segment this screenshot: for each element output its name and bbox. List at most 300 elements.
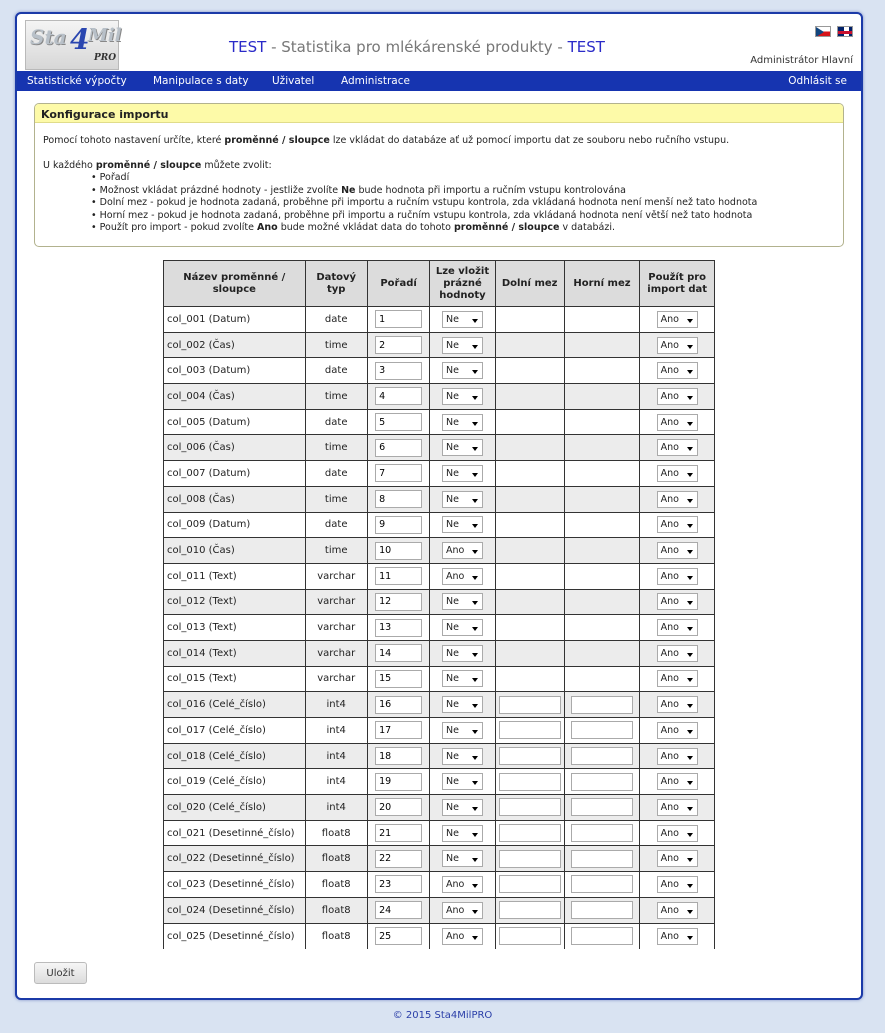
cell-lower (495, 486, 564, 512)
cell-order (367, 486, 430, 512)
cell-name: col_023 (Desetinné_číslo) (164, 872, 306, 898)
use-select[interactable] (657, 825, 698, 842)
use-select-value: Ano (660, 801, 679, 813)
cell-use (640, 358, 715, 384)
use-select[interactable] (657, 876, 698, 893)
cell-order (367, 615, 430, 641)
cell-use (640, 538, 715, 564)
cell-use (640, 846, 715, 872)
upper-limit-input[interactable] (571, 696, 633, 714)
cell-type: int4 (305, 692, 367, 718)
empty-select[interactable] (442, 645, 483, 662)
cell-type: float8 (305, 923, 367, 949)
cell-empty (430, 846, 495, 872)
english-flag-icon[interactable] (837, 26, 853, 37)
use-select-value: Ano (660, 827, 679, 839)
cell-upper (564, 769, 640, 795)
empty-select[interactable] (442, 850, 483, 867)
use-select[interactable] (657, 773, 698, 790)
empty-select-value: Ne (445, 339, 459, 351)
cell-empty (430, 512, 495, 538)
upper-limit-input[interactable] (571, 773, 633, 791)
use-select-value: Ano (660, 519, 679, 531)
logo-text-4: 4 (70, 23, 90, 56)
empty-select-value: Ne (445, 673, 459, 685)
table-row (164, 307, 715, 333)
use-select[interactable] (657, 722, 698, 739)
empty-select[interactable] (442, 928, 483, 945)
cell-order (367, 872, 430, 898)
cell-empty (430, 358, 495, 384)
cell-use (640, 718, 715, 744)
chevron-down-icon (687, 756, 693, 760)
use-select[interactable] (657, 311, 698, 328)
use-select-value: Ano (660, 493, 679, 505)
use-select[interactable] (657, 619, 698, 636)
empty-select-value: Ne (445, 724, 459, 736)
cell-lower (495, 743, 564, 769)
empty-select-value: Ano (445, 904, 465, 916)
use-select[interactable] (657, 645, 698, 662)
order-input[interactable] (375, 901, 422, 919)
use-select-value: Ano (660, 750, 679, 762)
chevron-down-icon (472, 473, 478, 477)
chevron-down-icon (472, 678, 478, 682)
order-input[interactable] (375, 850, 422, 868)
lower-limit-input[interactable] (499, 927, 561, 945)
empty-select-value: Ne (445, 801, 459, 813)
use-select[interactable] (657, 902, 698, 919)
table-row (164, 846, 715, 872)
page-title (229, 38, 605, 56)
use-select[interactable] (657, 439, 698, 456)
order-input[interactable] (375, 413, 422, 431)
upper-limit-input[interactable] (571, 747, 633, 765)
info-body (35, 123, 843, 235)
empty-select[interactable] (442, 773, 483, 790)
cell-type: date (305, 409, 367, 435)
cell-type: int4 (305, 743, 367, 769)
use-select[interactable] (657, 491, 698, 508)
info-bullet: • Horní mez - pokud je hodnota zadaná, proběhne při importu a ručním vstupu kontrola, zda vkládaná hodnota není větší než tato hodnota (91, 210, 835, 223)
lower-limit-input[interactable] (499, 901, 561, 919)
cell-type: varchar (305, 615, 367, 641)
cell-lower (495, 718, 564, 744)
cell-upper (564, 307, 640, 333)
empty-select[interactable] (442, 670, 483, 687)
lower-limit-input[interactable] (499, 696, 561, 714)
empty-select[interactable] (442, 593, 483, 610)
chevron-down-icon (687, 730, 693, 734)
table-row (164, 743, 715, 769)
empty-select-value: Ne (445, 699, 459, 711)
cell-upper (564, 743, 640, 769)
cell-empty (430, 872, 495, 898)
cell-name: col_007 (Datum) (164, 461, 306, 487)
cell-name: col_012 (Text) (164, 589, 306, 615)
cell-lower (495, 846, 564, 872)
cell-upper (564, 615, 640, 641)
table-row (164, 692, 715, 718)
cell-type: varchar (305, 666, 367, 692)
cell-type: float8 (305, 820, 367, 846)
info-heading: Konfigurace importu (35, 104, 843, 123)
cell-empty (430, 384, 495, 410)
order-input[interactable] (375, 490, 422, 508)
info-bullet: • Dolní mez - pokud je hodnota zadaná, proběhne při importu a ručním vstupu kontrola, zda vkládaná hodnota není menší než tato hodnota (91, 197, 835, 210)
cell-lower (495, 692, 564, 718)
cell-type: time (305, 384, 367, 410)
cell-order (367, 435, 430, 461)
nav-item-user[interactable]: Uživatel (272, 75, 315, 87)
empty-select[interactable] (442, 311, 483, 328)
nav-item-statistics[interactable]: Statistické výpočty (27, 75, 127, 87)
use-select-value: Ano (660, 724, 679, 736)
cell-lower (495, 538, 564, 564)
cell-empty (430, 923, 495, 949)
order-input[interactable] (375, 464, 422, 482)
chevron-down-icon (472, 601, 478, 605)
order-input[interactable] (375, 516, 422, 534)
upper-limit-input[interactable] (571, 798, 633, 816)
use-select[interactable] (657, 362, 698, 379)
info-bullet: • Pořadí (91, 172, 835, 185)
col-header-lower: Dolní mez (495, 261, 564, 307)
cell-use (640, 332, 715, 358)
use-select[interactable] (657, 928, 698, 945)
empty-select[interactable] (442, 516, 483, 533)
use-select-value: Ano (660, 339, 679, 351)
chevron-down-icon (687, 910, 693, 914)
chevron-down-icon (687, 447, 693, 451)
chevron-down-icon (472, 422, 478, 426)
use-select[interactable] (657, 568, 698, 585)
empty-select[interactable] (442, 748, 483, 765)
info-strong: Ano (257, 222, 278, 233)
logo-text-sta: Sta (30, 25, 67, 49)
info-text: bude možné vkládat data do tohoto (277, 222, 454, 233)
use-select[interactable] (657, 850, 698, 867)
upper-limit-input[interactable] (571, 824, 633, 842)
table-row (164, 358, 715, 384)
cell-use (640, 563, 715, 589)
cell-name: col_021 (Desetinné_číslo) (164, 820, 306, 846)
empty-select-value: Ne (445, 390, 459, 402)
use-select-value: Ano (660, 596, 679, 608)
logo-text-mil: Mil (88, 25, 122, 46)
empty-select[interactable] (442, 439, 483, 456)
cell-type: int4 (305, 718, 367, 744)
use-select[interactable] (657, 388, 698, 405)
logo-text-pro: PRO (94, 53, 117, 63)
order-input[interactable] (375, 619, 422, 637)
use-select-value: Ano (660, 467, 679, 479)
czech-flag-icon[interactable] (815, 26, 831, 37)
cell-empty (430, 409, 495, 435)
cell-upper (564, 923, 640, 949)
chevron-down-icon (687, 936, 693, 940)
lower-limit-input[interactable] (499, 721, 561, 739)
cell-order (367, 666, 430, 692)
use-select[interactable] (657, 748, 698, 765)
cell-order (367, 538, 430, 564)
cell-use (640, 820, 715, 846)
chevron-down-icon (687, 550, 693, 554)
cell-upper (564, 718, 640, 744)
empty-select-value: Ne (445, 827, 459, 839)
use-select-value: Ano (660, 930, 679, 942)
order-input[interactable] (375, 362, 422, 380)
empty-select-value: Ne (445, 647, 459, 659)
cell-order (367, 409, 430, 435)
cell-lower (495, 435, 564, 461)
use-select-value: Ano (660, 647, 679, 659)
info-strong: proměnné / sloupce (95, 159, 202, 171)
order-input[interactable] (375, 773, 422, 791)
cell-upper (564, 820, 640, 846)
cell-use (640, 743, 715, 769)
nav-item-admin[interactable]: Administrace (341, 75, 410, 87)
table-row (164, 563, 715, 589)
use-select-value: Ano (660, 390, 679, 402)
upper-limit-input[interactable] (571, 901, 633, 919)
lower-limit-input[interactable] (499, 773, 561, 791)
order-input[interactable] (375, 696, 422, 714)
chevron-down-icon (687, 601, 693, 605)
info-box (34, 103, 844, 247)
cell-name: col_008 (Čas) (164, 486, 306, 512)
chevron-down-icon (687, 833, 693, 837)
cell-empty (430, 435, 495, 461)
upper-limit-input[interactable] (571, 721, 633, 739)
empty-select[interactable] (442, 696, 483, 713)
table-row (164, 923, 715, 949)
table-row (164, 897, 715, 923)
cell-order (367, 589, 430, 615)
empty-select[interactable] (442, 542, 483, 559)
cell-empty (430, 795, 495, 821)
empty-select-value: Ne (445, 442, 459, 454)
chevron-down-icon (472, 550, 478, 554)
cell-name: col_022 (Desetinné_číslo) (164, 846, 306, 872)
info-text: U každého (43, 159, 96, 171)
empty-select[interactable] (442, 362, 483, 379)
chevron-down-icon (687, 653, 693, 657)
empty-select-value: Ne (445, 467, 459, 479)
order-input[interactable] (375, 567, 422, 585)
cell-lower (495, 332, 564, 358)
lower-limit-input[interactable] (499, 747, 561, 765)
chevron-down-icon (472, 781, 478, 785)
order-input[interactable] (375, 824, 422, 842)
use-select[interactable] (657, 542, 698, 559)
empty-select[interactable] (442, 491, 483, 508)
use-select[interactable] (657, 593, 698, 610)
save-button[interactable]: Uložit (34, 962, 87, 984)
order-input[interactable] (375, 670, 422, 688)
order-input[interactable] (375, 542, 422, 560)
cell-order (367, 692, 430, 718)
chevron-down-icon (687, 370, 693, 374)
table-row (164, 409, 715, 435)
chevron-down-icon (687, 678, 693, 682)
info-bullet (91, 222, 835, 235)
use-select-value: Ano (660, 570, 679, 582)
table-row (164, 795, 715, 821)
empty-select[interactable] (442, 902, 483, 919)
chevron-down-icon (472, 858, 478, 862)
empty-select[interactable] (442, 414, 483, 431)
cell-order (367, 743, 430, 769)
cell-use (640, 384, 715, 410)
title-suffix: TEST (567, 38, 605, 56)
logout-link[interactable]: Odhlásit se (788, 75, 847, 87)
use-select-value: Ano (660, 545, 679, 557)
empty-select[interactable] (442, 388, 483, 405)
empty-select-value: Ne (445, 853, 459, 865)
upper-limit-input[interactable] (571, 927, 633, 945)
chevron-down-icon (472, 653, 478, 657)
cell-type: varchar (305, 589, 367, 615)
info-text: bude hodnota při importu a ručním vstupu kontrolována (355, 184, 626, 196)
cell-type: int4 (305, 795, 367, 821)
cell-use (640, 923, 715, 949)
chevron-down-icon (687, 524, 693, 528)
cell-use (640, 615, 715, 641)
footer: © 2015 Sta4MilPRO (392, 1010, 493, 1021)
nav-item-data[interactable]: Manipulace s daty (153, 75, 249, 87)
cell-lower (495, 563, 564, 589)
cell-name: col_018 (Celé_číslo) (164, 743, 306, 769)
order-input[interactable] (375, 387, 422, 405)
empty-select[interactable] (442, 465, 483, 482)
cell-name: col_016 (Celé_číslo) (164, 692, 306, 718)
col-header-order: Pořadí (367, 261, 430, 307)
cell-upper (564, 795, 640, 821)
empty-select[interactable] (442, 876, 483, 893)
use-select[interactable] (657, 465, 698, 482)
col-header-empty: Lze vložit prázné hodnoty (430, 261, 495, 307)
cell-name: col_020 (Celé_číslo) (164, 795, 306, 821)
chevron-down-icon (687, 576, 693, 580)
cell-empty (430, 615, 495, 641)
cell-type: time (305, 332, 367, 358)
order-input[interactable] (375, 747, 422, 765)
empty-select[interactable] (442, 619, 483, 636)
cell-name: col_010 (Čas) (164, 538, 306, 564)
use-select-value: Ano (660, 904, 679, 916)
cell-upper (564, 461, 640, 487)
cell-empty (430, 897, 495, 923)
use-select[interactable] (657, 799, 698, 816)
lower-limit-input[interactable] (499, 850, 561, 868)
cell-empty (430, 769, 495, 795)
empty-select-value: Ne (445, 750, 459, 762)
order-input[interactable] (375, 721, 422, 739)
order-input[interactable] (375, 875, 422, 893)
cell-type: varchar (305, 640, 367, 666)
use-select-value: Ano (660, 776, 679, 788)
empty-select[interactable] (442, 799, 483, 816)
order-input[interactable] (375, 593, 422, 611)
cell-empty (430, 563, 495, 589)
table-row (164, 718, 715, 744)
upper-limit-input[interactable] (571, 850, 633, 868)
empty-select-value: Ne (445, 776, 459, 788)
order-input[interactable] (375, 798, 422, 816)
lower-limit-input[interactable] (499, 824, 561, 842)
current-user: Administrátor Hlavní (750, 55, 853, 66)
cell-type: date (305, 512, 367, 538)
lower-limit-input[interactable] (499, 798, 561, 816)
cell-use (640, 512, 715, 538)
empty-select-value: Ne (445, 493, 459, 505)
use-select[interactable] (657, 337, 698, 354)
cell-empty (430, 666, 495, 692)
cell-upper (564, 332, 640, 358)
cell-type: time (305, 435, 367, 461)
cell-empty (430, 332, 495, 358)
cell-order (367, 897, 430, 923)
cell-name: col_011 (Text) (164, 563, 306, 589)
cell-order (367, 512, 430, 538)
empty-select[interactable] (442, 825, 483, 842)
cell-empty (430, 640, 495, 666)
empty-select[interactable] (442, 722, 483, 739)
cell-use (640, 589, 715, 615)
use-select[interactable] (657, 516, 698, 533)
empty-select[interactable] (442, 337, 483, 354)
table-row (164, 589, 715, 615)
chevron-down-icon (472, 370, 478, 374)
info-text: můžete zvolit: (201, 159, 272, 171)
cell-empty (430, 820, 495, 846)
chevron-down-icon (472, 910, 478, 914)
upper-limit-input[interactable] (571, 875, 633, 893)
lower-limit-input[interactable] (499, 875, 561, 893)
cell-type: float8 (305, 897, 367, 923)
cell-type: time (305, 486, 367, 512)
order-input[interactable] (375, 310, 422, 328)
cell-lower (495, 589, 564, 615)
table-row (164, 538, 715, 564)
order-input[interactable] (375, 439, 422, 457)
order-input[interactable] (375, 644, 422, 662)
order-input[interactable] (375, 927, 422, 945)
cell-empty (430, 486, 495, 512)
cell-name: col_017 (Celé_číslo) (164, 718, 306, 744)
config-table (163, 260, 715, 949)
info-paragraph-1 (43, 135, 835, 148)
order-input[interactable] (375, 336, 422, 354)
app-window (15, 12, 863, 1000)
cell-upper (564, 640, 640, 666)
chevron-down-icon (687, 396, 693, 400)
use-select[interactable] (657, 414, 698, 431)
title-prefix: TEST (229, 38, 267, 56)
use-select[interactable] (657, 670, 698, 687)
cell-lower (495, 820, 564, 846)
cell-lower (495, 795, 564, 821)
chevron-down-icon (472, 936, 478, 940)
cell-order (367, 769, 430, 795)
cell-name: col_025 (Desetinné_číslo) (164, 923, 306, 949)
col-header-name: Název proměnné / sloupce (164, 261, 306, 307)
chevron-down-icon (472, 807, 478, 811)
use-select[interactable] (657, 696, 698, 713)
cell-name: col_004 (Čas) (164, 384, 306, 410)
empty-select[interactable] (442, 568, 483, 585)
